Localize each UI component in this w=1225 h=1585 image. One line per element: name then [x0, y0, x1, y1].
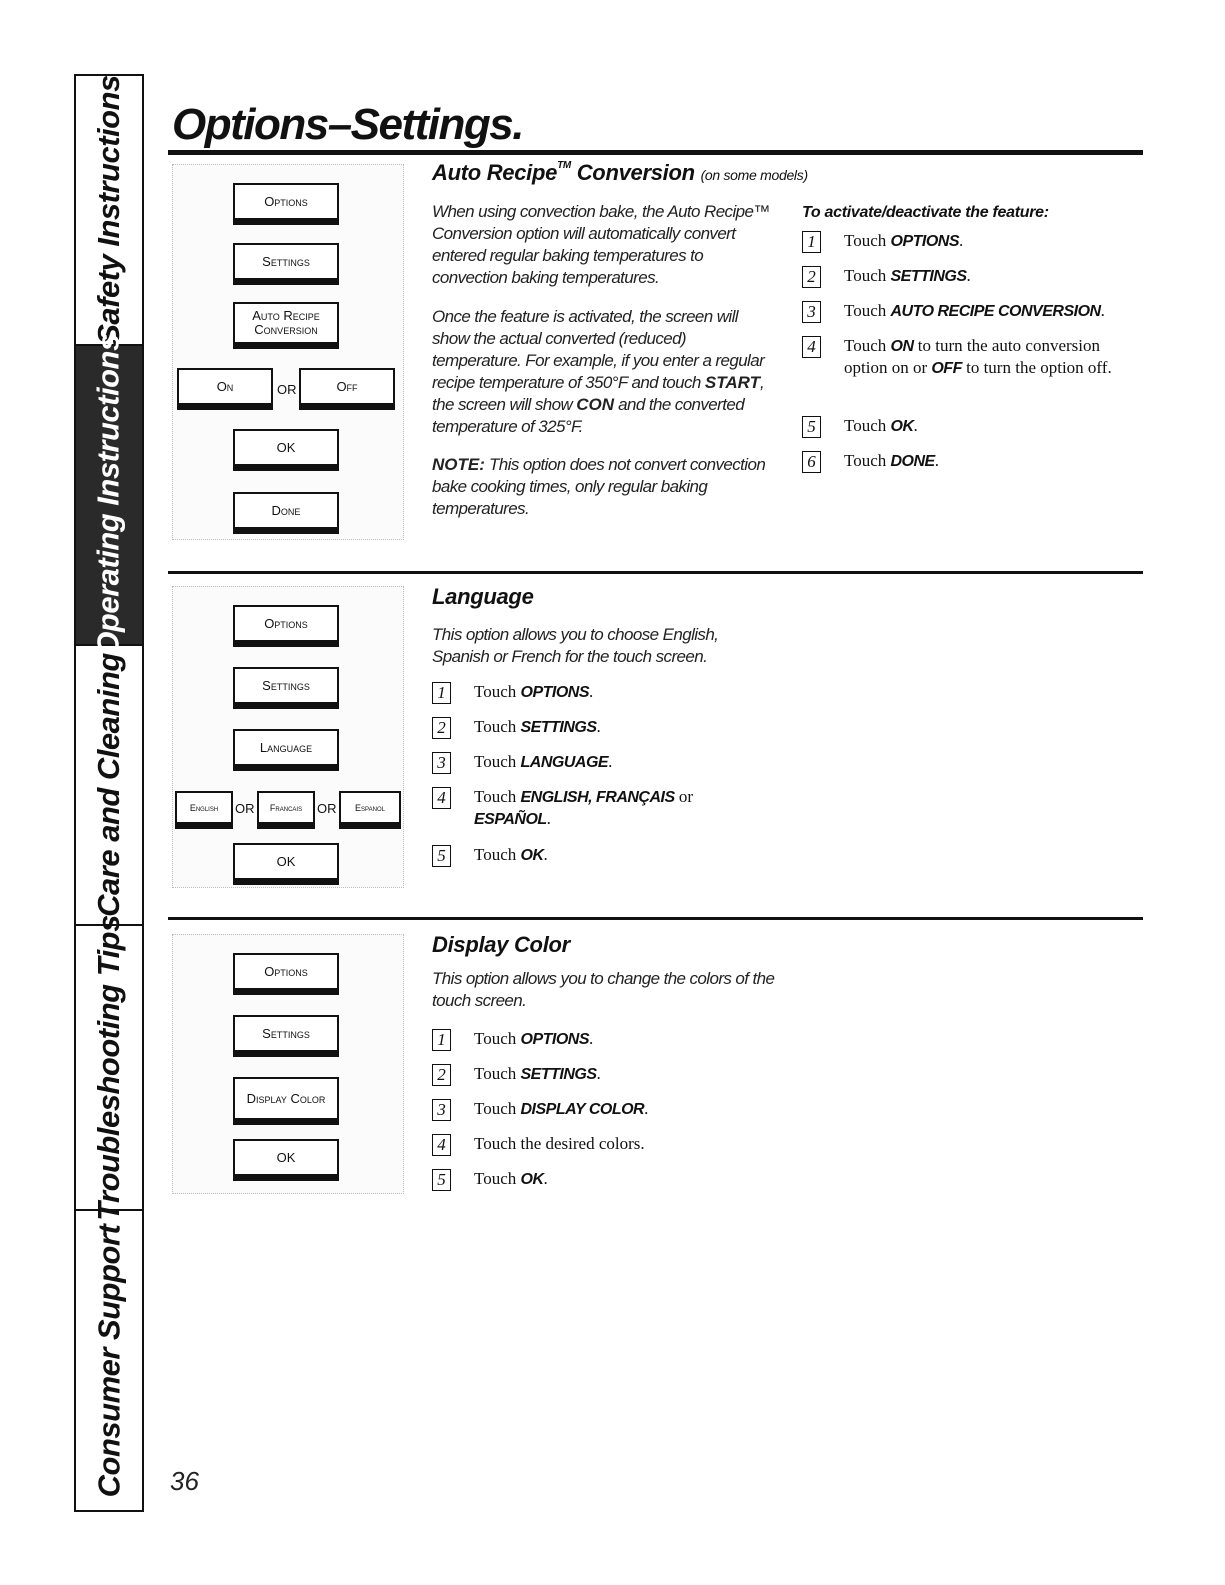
step-key: OPTIONS: [520, 1031, 590, 1048]
page-title: Options–Settings.: [172, 100, 523, 149]
step-text: Touch: [844, 231, 891, 250]
language-key: Language: [233, 729, 339, 771]
step-4: [432, 1133, 772, 1168]
options-key: Options: [233, 953, 339, 995]
step-text: Touch: [474, 1099, 521, 1118]
step-key: OPTIONS: [520, 684, 590, 701]
done-key: Done: [233, 492, 339, 534]
auto-recipe-conversion-key: Auto Recipe Conversion: [233, 302, 339, 349]
step-text: or: [674, 787, 694, 806]
step-number-5: 5: [432, 845, 451, 867]
step-text: Touch: [474, 1169, 521, 1188]
note-text: This option does not convert convection bake cooking times, only regular baking temperatures.: [432, 455, 766, 518]
ok-key: OK: [233, 843, 339, 885]
auto-recipe-title: [432, 160, 808, 186]
step-key: OK: [520, 1171, 544, 1188]
conversion-title-text: Conversion: [576, 160, 695, 185]
step-key: OPTIONS: [890, 233, 960, 250]
step-3: 3 Touch AUTO RECIPE CONVERSION.: [802, 300, 1137, 335]
language-description: This option allows you to choose English, Spanish or French for the touch screen.: [432, 625, 719, 666]
language-panel-illustration: [172, 586, 404, 888]
auto-recipe-example: [432, 306, 777, 438]
step-key: DISPLAY COLOR: [520, 1101, 645, 1118]
espanol-key: Espanol: [339, 791, 401, 829]
step-text: Touch: [844, 301, 891, 320]
step-key: SETTINGS: [890, 268, 967, 285]
step-3: 3 Touch LANGUAGE.: [432, 751, 772, 786]
step-key: SETTINGS: [520, 1066, 597, 1083]
section-tabs: [74, 74, 144, 1512]
step-key: LANGUAGE: [520, 754, 609, 771]
step-number-5: 5: [432, 1169, 451, 1191]
display-color-title: Display Color: [432, 932, 570, 957]
tab-label: Care and Cleaning: [91, 653, 126, 917]
step-text: Touch: [474, 717, 521, 736]
step-2: 2 Touch SETTINGS.: [802, 265, 1137, 300]
options-key: Options: [233, 183, 339, 225]
activate-feature-heading: To activate/deactivate the feature:: [802, 204, 1049, 221]
header-rule: [168, 150, 1143, 155]
auto-recipe-note: [432, 454, 777, 520]
start-key-ref: START: [704, 373, 760, 392]
step-4: [802, 335, 1137, 415]
display-color-description: This option allows you to change the colors of the touch screen.: [432, 969, 775, 1010]
note-label: NOTE:: [432, 455, 485, 474]
step-key: OK: [890, 418, 914, 435]
step-number-6: 6: [802, 451, 821, 473]
settings-key: Settings: [233, 1015, 339, 1057]
language-title: Language: [432, 584, 534, 609]
auto-recipe-panel-illustration: [172, 164, 404, 540]
step-text: Touch: [474, 752, 521, 771]
step-number-3: 3: [432, 752, 451, 774]
step-number-1: 1: [432, 682, 451, 704]
step-number-3: 3: [802, 301, 821, 323]
step-key: ENGLISH, FRANÇAIS: [520, 789, 675, 806]
step-number-4: 4: [802, 336, 821, 358]
page-number: 36: [170, 1466, 199, 1496]
step-1: 1 Touch OPTIONS.: [432, 1028, 772, 1063]
section-divider: [168, 917, 1143, 920]
step-key: ON: [890, 338, 914, 355]
step-4: 4 Touch ENGLISH, FRANÇAIS or ESPAÑOL.: [432, 786, 772, 844]
step-5: 5 Touch OK.: [802, 415, 1137, 450]
step-key: SETTINGS: [520, 719, 597, 736]
step-number-1: 1: [432, 1029, 451, 1051]
step-number-4: 4: [432, 787, 451, 809]
tab-label: Safety Instructions: [91, 75, 126, 345]
tab-consumer-support[interactable]: [76, 1211, 142, 1510]
step-3: 3 Touch DISPLAY COLOR.: [432, 1098, 772, 1133]
step-text: to turn the auto conversion option on or: [844, 336, 1100, 377]
example-text-b: , the screen will show: [432, 373, 765, 414]
step-number-2: 2: [432, 717, 451, 739]
display-color-steps: [432, 1028, 772, 1203]
step-1: 1 Touch OPTIONS.: [432, 681, 772, 716]
step-key: DONE: [890, 453, 935, 470]
language-steps: [432, 681, 772, 879]
step-number-2: 2: [802, 266, 821, 288]
step-text: Touch: [844, 416, 891, 435]
step-key: ESPAÑOL: [474, 811, 547, 828]
step-2: 2 Touch SETTINGS.: [432, 716, 772, 751]
step-text: Touch: [474, 845, 521, 864]
step-key: OFF: [931, 360, 962, 377]
step-2: 2 Touch SETTINGS.: [432, 1063, 772, 1098]
auto-recipe-steps: [802, 230, 1137, 485]
step-number-3: 3: [432, 1099, 451, 1121]
step-5: 5 Touch OK.: [432, 844, 772, 879]
con-ref: CON: [576, 395, 615, 414]
english-key: English: [175, 791, 233, 829]
tab-label: Consumer Support: [91, 1224, 127, 1497]
step-number-5: 5: [802, 416, 821, 438]
step-number-2: 2: [432, 1064, 451, 1086]
on-key: On: [177, 368, 273, 410]
display-color-panel-illustration: [172, 934, 404, 1194]
settings-key: Settings: [233, 667, 339, 709]
step-text: Touch: [844, 266, 891, 285]
step-text: Touch: [844, 451, 891, 470]
tab-operating-instructions[interactable]: [76, 334, 142, 656]
step-1: 1 Touch OPTIONS.: [802, 230, 1137, 265]
step-5: 5 Touch OK.: [432, 1168, 772, 1203]
auto-recipe-description: When using convection bake, the Auto Recipe™ Conversion option will automatically convert entered regular baking temperatures to convection baking temperatures.: [432, 202, 770, 287]
tab-care-and-cleaning[interactable]: [76, 646, 142, 926]
off-key: Off: [299, 368, 395, 410]
section-divider: [168, 571, 1143, 574]
or-label: OR: [235, 801, 255, 816]
step-text: to turn the option off.: [961, 358, 1112, 377]
ok-key: OK: [233, 429, 339, 471]
step-6: 6 Touch DONE.: [802, 450, 1137, 485]
or-label: OR: [317, 801, 337, 816]
step-text: Touch: [474, 787, 521, 806]
tab-label: Operating Instructions: [91, 334, 127, 656]
models-note: (on some models): [700, 167, 808, 183]
example-text-a: Once the feature is activated, the screen will show the actual converted (reduced) temperature. For example, if you enter a regular recipe temperature of 350°F and touch: [432, 307, 765, 392]
step-text: Touch: [474, 1029, 521, 1048]
example-text-c: and the converted temperature of 325°F.: [432, 395, 745, 436]
trademark-mark: TM: [557, 160, 571, 171]
step-key: OK: [520, 847, 544, 864]
tab-troubleshooting-tips[interactable]: [76, 914, 142, 1221]
tab-safety-instructions[interactable]: [76, 76, 142, 346]
tab-label: Troubleshooting Tips: [91, 914, 126, 1221]
step-text: Touch: [844, 336, 891, 355]
or-label: OR: [277, 382, 297, 397]
options-key: Options: [233, 605, 339, 647]
francais-key: Francais: [257, 791, 315, 829]
step-number-4: 4: [432, 1134, 451, 1156]
settings-key: Settings: [233, 243, 339, 285]
ok-key: OK: [233, 1139, 339, 1181]
step-number-1: 1: [802, 231, 821, 253]
auto-recipe-title-text: Auto Recipe: [432, 160, 558, 185]
display-color-key: Display Color: [233, 1077, 339, 1125]
step-text: Touch the desired colors.: [474, 1134, 645, 1153]
step-text: Touch: [474, 1064, 521, 1083]
step-text: Touch: [474, 682, 521, 701]
step-key: AUTO RECIPE CONVERSION: [890, 303, 1101, 320]
